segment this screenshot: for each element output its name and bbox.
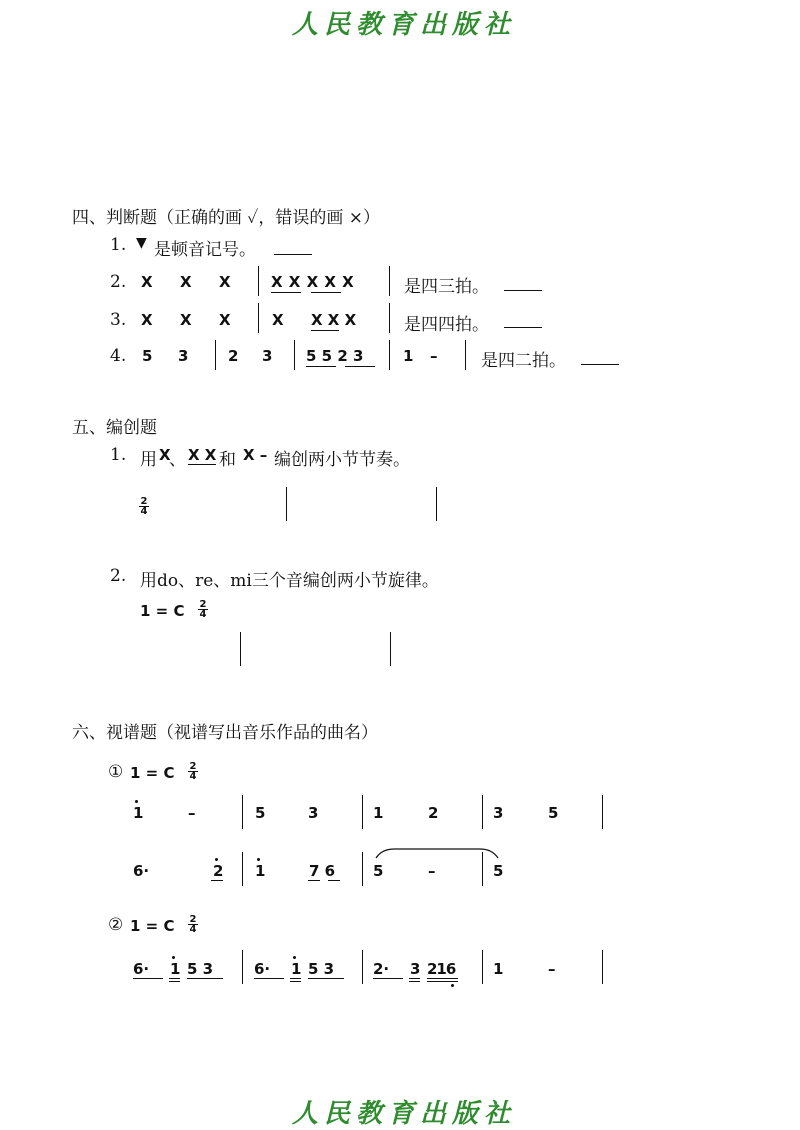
note: 2 — [228, 347, 239, 365]
q4-1-number: 1. — [110, 235, 127, 255]
note-group: 216 — [427, 960, 456, 978]
rhythm-measure: X X X X X — [271, 273, 354, 291]
piece-2-label: ② — [108, 915, 124, 935]
underline — [409, 981, 420, 982]
dotted-note: 6· — [133, 862, 150, 880]
rhythm-xx: X X — [188, 446, 217, 464]
underline — [328, 880, 340, 881]
q4-2-number: 2. — [110, 272, 127, 292]
time-signature: 2 4 — [199, 599, 207, 620]
note: 1 — [291, 960, 302, 978]
note: 3 — [178, 347, 189, 365]
key-signature: 1 = C — [140, 602, 185, 620]
note: 3 — [308, 804, 319, 822]
note: 1 — [373, 804, 384, 822]
underline — [187, 978, 223, 979]
bar-line — [389, 303, 390, 333]
note: 5 — [548, 804, 559, 822]
bar-line — [390, 632, 391, 666]
bar-line — [258, 303, 259, 333]
note: 3 — [493, 804, 504, 822]
rhythm-x: X — [272, 311, 284, 329]
bar-line — [602, 950, 603, 984]
underline — [311, 330, 339, 331]
q4-4-number: 4. — [110, 346, 127, 366]
bar-line — [389, 340, 390, 370]
notes-measure: 5 5 2 3 — [306, 347, 364, 365]
note: 2 — [428, 804, 439, 822]
note: 3 — [262, 347, 273, 365]
note: 5 — [373, 862, 384, 880]
section-5-title: 五、编创题 — [72, 418, 157, 438]
answer-blank-4[interactable] — [581, 364, 619, 365]
underline — [271, 292, 301, 293]
q4-4-text: 是四二拍。 — [481, 351, 566, 371]
q5-2-text: 用do、re、mi三个音编创两小节旋律。 — [140, 571, 439, 591]
note: 5 — [255, 804, 266, 822]
time-signature: 2 4 — [189, 914, 197, 935]
underline — [211, 880, 223, 881]
note: 5 — [142, 347, 153, 365]
dash: – — [188, 804, 196, 822]
bar-line — [482, 950, 483, 984]
key-signature: 1 = C — [130, 764, 175, 782]
answer-blank-3[interactable] — [504, 327, 542, 328]
bar-line — [294, 340, 295, 370]
note-pair: 5 3 — [187, 960, 214, 978]
dotted-note: 2· — [373, 960, 390, 978]
rhythm-x: X — [180, 273, 192, 291]
answer-blank-1[interactable] — [274, 254, 312, 255]
underline — [427, 981, 458, 982]
q5-2-number: 2. — [110, 566, 127, 586]
tie-arc — [374, 846, 500, 860]
q4-2-text: 是四三拍。 — [404, 277, 489, 297]
underline — [427, 978, 458, 979]
rhythm-x: X — [219, 311, 231, 329]
high-octave-dot — [293, 956, 296, 959]
key-signature: 1 = C — [130, 917, 175, 935]
note: 1 — [255, 862, 266, 880]
note: 2 — [213, 862, 224, 880]
bar-line — [465, 340, 466, 370]
dotted-note: 6· — [254, 960, 271, 978]
underline — [306, 366, 336, 367]
underline — [409, 978, 420, 979]
underline — [373, 978, 403, 979]
bar-line — [389, 266, 390, 296]
bar-line — [258, 266, 259, 296]
note: 3 — [410, 960, 421, 978]
bar-line — [602, 795, 603, 829]
separator: 、 — [169, 450, 186, 470]
bar-line — [286, 487, 287, 521]
rhythm-x: X — [180, 311, 192, 329]
dotted-note: 6· — [133, 960, 150, 978]
bar-line — [242, 852, 243, 886]
rhythm-x: X — [159, 446, 171, 464]
rhythm-x: X — [141, 311, 153, 329]
q5-1-text-b: 和 — [219, 450, 236, 470]
header-logo: 人民教育出版社 — [292, 10, 517, 40]
note: 1 — [493, 960, 504, 978]
high-octave-dot — [172, 956, 175, 959]
rhythm-x-dash: X – — [243, 446, 268, 464]
section-4-title: 四、判断题（正确的画 ✓，错误的画 ×） — [72, 208, 381, 228]
q4-3-number: 3. — [110, 310, 127, 330]
piece-1-label: ① — [108, 762, 124, 782]
bar-line — [362, 950, 363, 984]
low-octave-dot — [451, 984, 454, 987]
q5-1-text-a: 用 — [140, 450, 157, 470]
q5-1-text-c: 编创两小节节奏。 — [274, 450, 410, 470]
bar-line — [215, 340, 216, 370]
note-pair: 7 6 — [309, 862, 336, 880]
bar-line — [242, 795, 243, 829]
bar-line — [362, 795, 363, 829]
underline — [308, 978, 344, 979]
note: 1 — [133, 804, 144, 822]
q4-3-text: 是四四拍。 — [404, 315, 489, 335]
underline — [133, 978, 163, 979]
rhythm-x: X — [141, 273, 153, 291]
time-signature: 2 4 — [140, 496, 148, 517]
high-octave-dot — [135, 800, 138, 803]
underline — [308, 880, 320, 881]
q4-1-text: 是顿音记号。 — [154, 240, 256, 260]
underline — [188, 464, 216, 465]
q5-1-number: 1. — [110, 445, 127, 465]
bar-line — [240, 632, 241, 666]
footer-logo: 人民教育出版社 — [292, 1099, 517, 1129]
underline — [169, 978, 180, 979]
bar-line — [482, 795, 483, 829]
note-pair: 5 3 — [308, 960, 335, 978]
dash: – — [428, 862, 436, 880]
bar-line — [362, 852, 363, 886]
high-octave-dot — [257, 858, 260, 861]
staccato-symbol: ▼ — [136, 235, 147, 251]
bar-line — [436, 487, 437, 521]
underline — [311, 292, 341, 293]
dash: – — [548, 960, 556, 978]
high-octave-dot — [215, 858, 218, 861]
answer-blank-2[interactable] — [504, 290, 542, 291]
dash: – — [430, 347, 438, 365]
note: 1 — [403, 347, 414, 365]
note: 5 — [493, 862, 504, 880]
rhythm-x: X — [219, 273, 231, 291]
note: 1 — [170, 960, 181, 978]
section-6-title: 六、视谱题（视谱写出音乐作品的曲名） — [72, 723, 378, 743]
underline — [345, 366, 375, 367]
bar-line — [242, 950, 243, 984]
underline — [169, 981, 180, 982]
underline — [254, 978, 284, 979]
time-signature: 2 4 — [189, 761, 197, 782]
rhythm-group: X X X — [311, 311, 357, 329]
underline — [290, 978, 301, 979]
underline — [290, 981, 301, 982]
